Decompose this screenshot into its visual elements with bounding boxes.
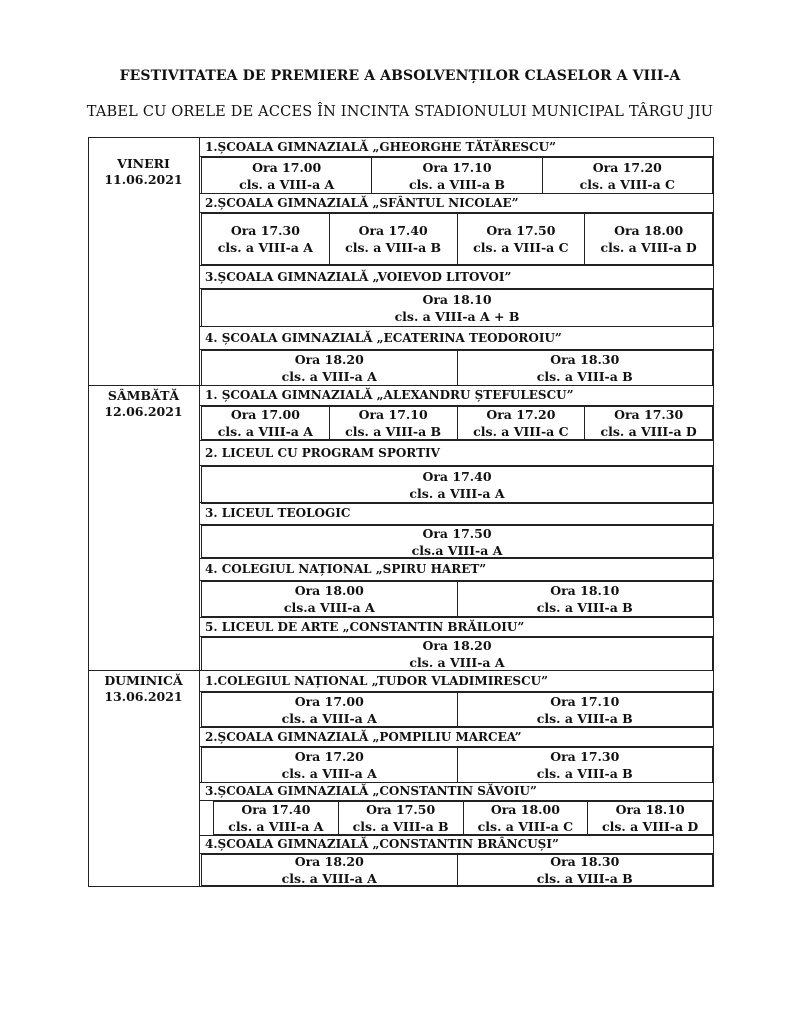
time-slot [202, 582, 458, 616]
slot-time: Ora 18.10 [422, 292, 492, 307]
time-slots-row [201, 637, 713, 671]
slot-time: Ora 18.00 [294, 583, 364, 598]
time-slots-row [213, 801, 713, 835]
day-separator [88, 670, 199, 671]
school-name: 1.COLEGIUL NAȚIONAL „TUDOR VLADIMIRESCU” [199, 670, 714, 692]
time-slot [202, 214, 330, 264]
time-slot [202, 467, 712, 503]
day-name: SÂMBĂTĂ [107, 388, 180, 403]
time-slots-row [201, 157, 713, 194]
slot-time: Ora 17.50 [486, 223, 556, 238]
time-slot [458, 582, 713, 616]
slot-class: cls. a VIII-a A [409, 655, 505, 670]
school-name: 4. ȘCOALA GIMNAZIALĂ „ECATERINA TEODOROIU” [199, 326, 714, 350]
time-slot [458, 748, 713, 782]
school-name: 4.ȘCOALA GIMNAZIALĂ „CONSTANTIN BRÂNCUȘI” [199, 835, 714, 854]
school-name: 2.ȘCOALA GIMNAZIALĂ „SFÂNTUL NICOLAE” [199, 193, 714, 213]
slot-time: Ora 17.00 [294, 693, 364, 709]
time-slot [330, 214, 458, 264]
slot-class: cls. a VIII-a A [409, 486, 505, 501]
day-label-saturday [88, 388, 199, 420]
school-name: 1.ȘCOALA GIMNAZIALĂ „GHEORGHE TĂTĂRESCU” [199, 137, 714, 157]
time-slots-row [201, 747, 713, 783]
slot-class: cls. a VIII-a A [239, 176, 335, 192]
time-slot [202, 526, 712, 557]
slot-class: cls. a VIII-a D [600, 240, 697, 255]
time-slot [202, 748, 458, 782]
time-slot [202, 638, 712, 670]
school-name: 2. LICEUL CU PROGRAM SPORTIV [199, 440, 714, 466]
slot-class: cls. a VIII-a A [281, 871, 377, 886]
slot-class: cls. a VIII-a D [600, 424, 697, 439]
slot-class: cls. a VIII-a D [601, 819, 699, 834]
slot-time: Ora 17.10 [550, 693, 620, 709]
time-slot [585, 407, 712, 439]
slot-time: Ora 17.00 [252, 159, 322, 175]
slot-time: Ora 17.50 [366, 802, 436, 817]
day-separator [88, 385, 199, 386]
time-slot [543, 158, 712, 193]
slot-time: Ora 18.20 [294, 352, 364, 367]
slot-time: Ora 18.20 [294, 854, 364, 869]
time-slot [588, 802, 712, 834]
slot-time: Ora 17.40 [358, 223, 428, 238]
slot-time: Ora 18.20 [422, 638, 492, 653]
time-slot [214, 802, 339, 834]
document-subtitle: TABEL CU ORELE DE ACCES ÎN INCINTA STADIONULUI MUNICIPAL TÂRGU JIU [86, 104, 714, 120]
slot-time: Ora 17.40 [422, 469, 492, 484]
slot-time: Ora 17.50 [422, 525, 492, 541]
day-date: 13.06.2021 [104, 689, 183, 704]
time-slots-row [201, 213, 713, 265]
day-label-sunday [88, 673, 199, 705]
school-name: 3.ȘCOALA GIMNAZIALĂ „CONSTANTIN SĂVOIU” [199, 782, 714, 801]
time-slot [202, 693, 458, 726]
slot-class: cls. a VIII-a C [473, 240, 569, 255]
time-slot [458, 351, 713, 385]
school-name: 3.ȘCOALA GIMNAZIALĂ „VOIEVOD LITOVOI” [199, 265, 714, 289]
time-slots-row [201, 466, 713, 504]
slot-time: Ora 17.40 [241, 802, 311, 817]
slot-time: Ora 18.00 [490, 802, 560, 817]
slot-class: cls. a VIII-a C [477, 819, 574, 834]
time-slots-row [201, 581, 713, 617]
slot-class: cls.a VIII-a A [283, 600, 375, 615]
slot-time: Ora 18.30 [550, 352, 620, 367]
day-date: 12.06.2021 [104, 404, 183, 419]
slot-class: cls. a VIII-a A [217, 424, 313, 439]
slot-class: cls. a VIII-a B [536, 871, 633, 886]
day-label-friday [88, 156, 199, 188]
slot-time: Ora 17.20 [592, 159, 662, 175]
slot-class: cls. a VIII-a B [536, 600, 633, 615]
slot-time: Ora 18.10 [550, 583, 620, 598]
school-name: 3. LICEUL TEOLOGIC [199, 502, 714, 525]
slot-class: cls. a VIII-a B [345, 240, 442, 255]
school-name: 1. ȘCOALA GIMNAZIALĂ „ALEXANDRU ȘTEFULESCU” [199, 385, 714, 406]
slot-class: cls. a VIII-a C [473, 424, 569, 439]
time-slots-row [201, 350, 713, 386]
slot-class: cls. a VIII-a B [536, 710, 633, 726]
time-slot [330, 407, 458, 439]
slot-time: Ora 17.10 [422, 159, 492, 175]
slot-class: cls. a VIII-a A [217, 240, 313, 255]
time-slots-row [201, 692, 713, 727]
slot-class: cls. a VIII-a B [536, 369, 633, 384]
slot-class: cls. a VIII-a A [228, 819, 324, 834]
time-slot [585, 214, 712, 264]
time-slot [458, 693, 713, 726]
slot-class: cls. a VIII-a A + B [394, 309, 520, 324]
slot-class: cls. a VIII-a B [536, 766, 633, 781]
slot-class: cls. a VIII-a A [281, 766, 377, 781]
slot-class: cls. a VIII-a B [408, 176, 505, 192]
school-name: 5. LICEUL DE ARTE „CONSTANTIN BRĂILOIU” [199, 617, 714, 637]
day-name: VINERI [117, 156, 170, 171]
time-slot [458, 407, 586, 439]
slot-class: cls. a VIII-a A [281, 369, 377, 384]
school-name: 2.ȘCOALA GIMNAZIALĂ „POMPILIU MARCEA” [199, 727, 714, 747]
time-slot [458, 855, 713, 885]
time-slot [202, 855, 458, 885]
slot-time: Ora 17.30 [230, 223, 300, 238]
time-slot [202, 351, 458, 385]
school-name: 4. COLEGIUL NAȚIONAL „SPIRU HARET” [199, 558, 714, 581]
time-slot [202, 407, 330, 439]
time-slot [202, 158, 372, 193]
time-slots-row [201, 289, 713, 327]
document-title: FESTIVITATEA DE PREMIERE A ABSOLVENȚILOR CLASELOR A VIII-A [119, 68, 681, 84]
slot-time: Ora 18.10 [615, 802, 685, 817]
slot-class: cls. a VIII-a A [281, 710, 377, 726]
time-slot [339, 802, 464, 834]
slot-time: Ora 18.30 [550, 854, 620, 869]
day-name: DUMINICĂ [104, 673, 183, 688]
day-date: 11.06.2021 [104, 172, 183, 187]
slot-class: cls. a VIII-a B [352, 819, 449, 834]
slot-time: Ora 17.20 [294, 749, 364, 764]
time-slot [458, 214, 586, 264]
slot-class: cls. a VIII-a B [345, 424, 442, 439]
slot-time: Ora 17.00 [230, 407, 300, 422]
time-slots-row [201, 406, 713, 440]
slot-class: cls.a VIII-a A [411, 542, 503, 558]
slot-time: Ora 17.30 [614, 407, 684, 422]
slot-time: Ora 17.20 [486, 407, 556, 422]
time-slots-row [201, 854, 713, 886]
slot-time: Ora 17.10 [358, 407, 428, 422]
time-slots-row [201, 525, 713, 558]
time-slot [202, 290, 712, 326]
slot-class: cls. a VIII-a C [579, 176, 676, 192]
time-slot [372, 158, 542, 193]
slot-time: Ora 17.30 [550, 749, 620, 764]
slot-time: Ora 18.00 [614, 223, 684, 238]
time-slot [464, 802, 589, 834]
